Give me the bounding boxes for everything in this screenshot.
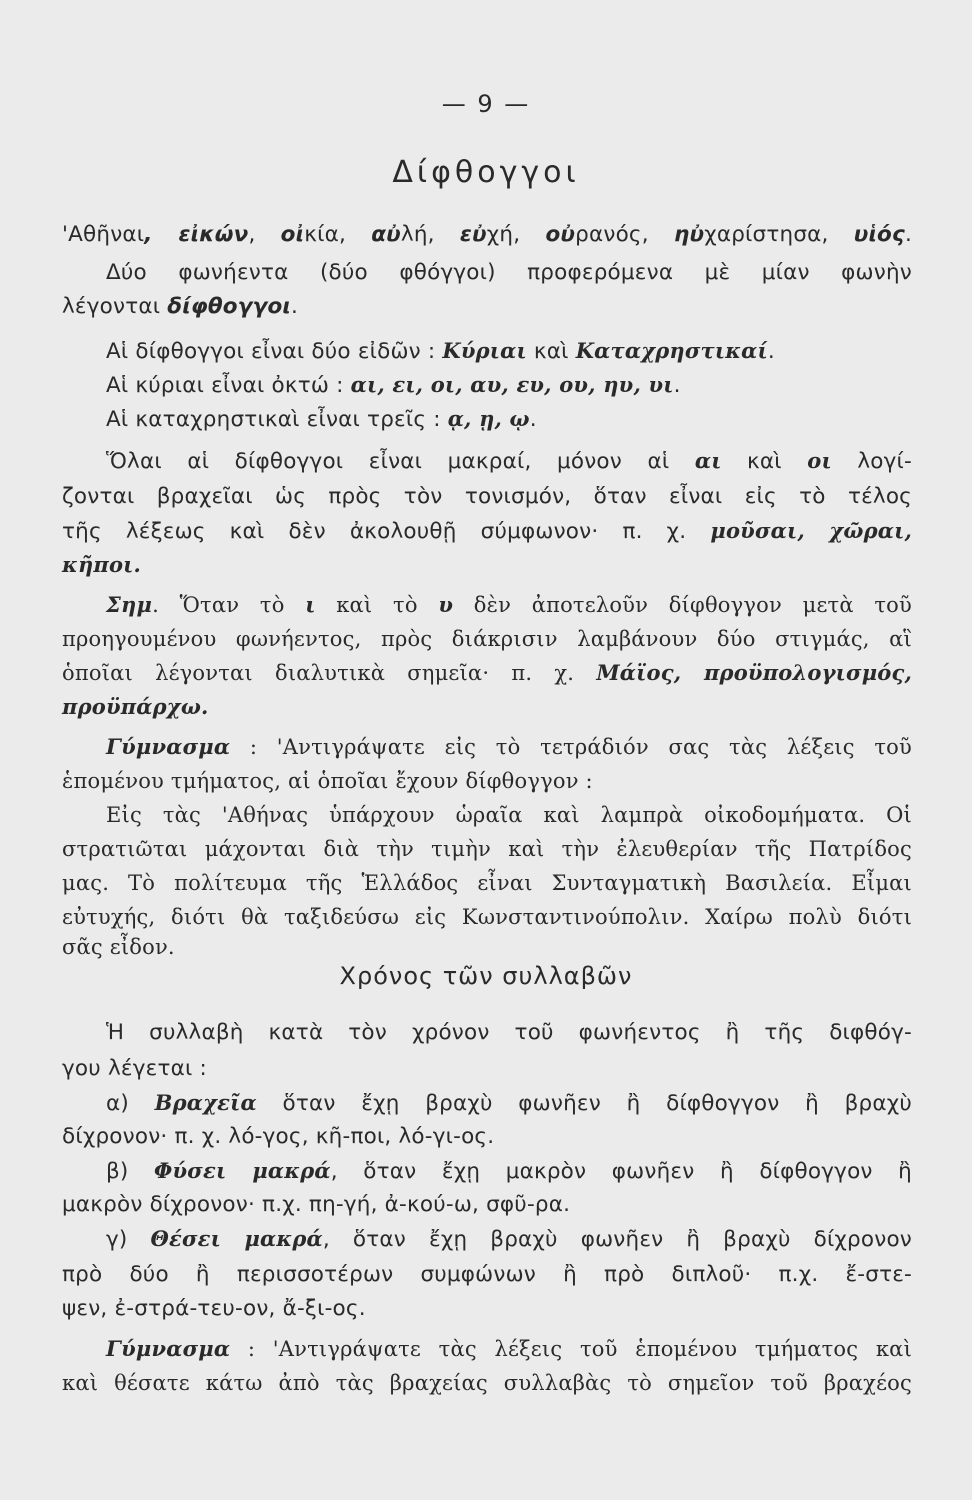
text-run: , xyxy=(144,222,179,247)
text-run: λογί- xyxy=(831,449,912,474)
paragraph-line: καὶ θέσατε κάτω ἀπὸ τὰς βραχείας συλλαβὰς τὸ σημεῖον τοῦ βραχέος xyxy=(62,1371,912,1395)
text-run: ρανός, xyxy=(575,222,674,247)
paragraph-line xyxy=(106,446,912,477)
paragraph-line: Εἰς τὰς 'Αθήνας ὑπάρχουν ὡραῖα καὶ λαμπρὰ οἰκοδομήματα. Οἱ xyxy=(106,803,912,827)
text-run: : 'Αντιγράψατε εἰς τὸ τετράδιόν σας τὰς λέξεις τοῦ xyxy=(230,735,912,759)
text-run: χαρίστησα, xyxy=(704,222,854,247)
text-run: χή, xyxy=(486,222,546,247)
paragraph-line xyxy=(62,220,912,250)
paragraph-line xyxy=(106,404,912,435)
list-marker: α) xyxy=(106,1091,155,1116)
exercise-label: Γύμνασμα xyxy=(106,734,231,759)
text-run: . xyxy=(904,222,913,247)
text-run: Αἱ καταχρηστικαὶ εἶναι τρεῖς : xyxy=(106,407,448,432)
paragraph-line: πρὸ δύο ἢ περισσοτέρων συμφώνων ἢ πρὸ διπλοῦ· π.χ. ἔ-στε- xyxy=(62,1262,912,1287)
bold-term: αι, ει, οι, αυ, ευ, ου, ηυ, υι xyxy=(350,372,674,397)
bold-word: εὐ xyxy=(459,222,487,247)
paragraph-line: σᾶς εἶδον. xyxy=(62,935,175,959)
paragraph-line: δίχρονον· π. χ. λό-γος, κῆ-ποι, λό-γι-ος. xyxy=(62,1124,495,1149)
paragraph-line: προϋπάρχω. xyxy=(62,694,209,719)
paragraph-line xyxy=(106,1334,912,1364)
paragraph-line xyxy=(106,370,912,401)
bold-term: ᾳ, ῃ, ῳ xyxy=(447,406,530,431)
paragraph-line: μας. Τὸ πολίτευμα τῆς Ἑλλάδος εἶναι Συνταγματικὴ Βασιλεία. Εἶμαι xyxy=(62,871,912,895)
text-run: , ὅταν ἔχῃ μακρὸν φωνῆεν ἢ δίφθογγον ἢ xyxy=(330,1159,913,1184)
text-run: : 'Αντιγράψατε τὰς λέξεις τοῦ ἑπομένου τμήματος καὶ xyxy=(230,1337,912,1361)
paragraph-line xyxy=(106,732,912,762)
bold-term: Βραχεῖα xyxy=(154,1090,257,1115)
text-run: ὅταν ἔχῃ βραχὺ φωνῆεν ἢ δίφθογγον ἢ βραχὺ xyxy=(256,1091,912,1116)
paragraph-line: γου λέγεται : xyxy=(62,1056,207,1081)
bold-word: οὐ xyxy=(545,222,576,247)
bold-term: Φύσει μακρά xyxy=(154,1158,331,1183)
bold-term: δίφθογγοι xyxy=(167,294,292,319)
text-run: Ὅλαι αἱ δίφθογγοι εἶναι μακραί, μόνον αἱ xyxy=(106,449,695,474)
bold-word: ηὐ xyxy=(673,222,705,247)
paragraph-line xyxy=(62,292,912,322)
page-number: — 9 — xyxy=(441,90,531,118)
text-run: . xyxy=(291,294,299,319)
bold-term: Θέσει μακρά xyxy=(150,1226,323,1251)
section-heading-diphthongs: Δίφθογγοι xyxy=(392,155,580,190)
paragraph-line xyxy=(62,516,912,547)
text-run: λέγονται xyxy=(62,294,168,319)
bold-term: Κύριαι xyxy=(442,338,527,363)
text-run: 'Αθῆναι xyxy=(62,222,145,247)
text-run: . xyxy=(767,339,775,364)
text-run: . Ὅταν τὸ xyxy=(152,593,306,617)
paragraph-line: κῆποι. xyxy=(62,552,142,577)
paragraph-line xyxy=(106,1156,912,1187)
bold-term: μοῦσαι, χῶραι, xyxy=(710,518,912,543)
paragraph-line: εὐτυχής, διότι θὰ ταξιδεύσω εἰς Κωνσταντινούπολιν. Χαίρω πολὺ διότι xyxy=(62,905,912,929)
paragraph-line xyxy=(106,1224,912,1255)
paragraph-line xyxy=(106,336,912,367)
exercise-label: Γύμνασμα xyxy=(106,1336,231,1361)
paragraph-line: προηγουμένου φωνήεντος, πρὸς διάκρισιν λαμβάνουν δύο στιγμάς, αἳ xyxy=(62,627,912,651)
paragraph-line: στρατιῶται μάχονται διὰ τὴν τιμὴν καὶ τὴν ἐλευθερίαν τῆς Πατρίδος xyxy=(62,837,912,861)
bold-word: υἱός xyxy=(853,222,905,247)
bold-term: υ xyxy=(438,592,454,617)
bold-term: Μάϊος, προϋπολογισμός, xyxy=(596,660,912,685)
paragraph-line: ἑπομένου τμήματος, αἱ ὁποῖαι ἔχουν δίφθογγον : xyxy=(62,769,593,793)
paragraph-line xyxy=(106,1088,912,1119)
text-run: Αἱ δίφθογγοι εἶναι δύο εἰδῶν : xyxy=(106,339,443,364)
bold-term: αι xyxy=(694,448,722,473)
bold-word: εἰκών xyxy=(178,222,249,247)
paragraph-line: μακρὸν δίχρονον· π.χ. πη-γή, ἀ-κού-ω, σφῦ-ρα. xyxy=(62,1192,571,1217)
bold-word: οἰ xyxy=(280,222,305,247)
paragraph-line xyxy=(106,590,912,620)
paragraph-line: ζονται βραχεῖαι ὡς πρὸς τὸν τονισμόν, ὅταν εἶναι εἰς τὸ τέλος xyxy=(62,484,912,509)
list-marker: β) xyxy=(106,1159,155,1184)
text-run: καὶ xyxy=(721,449,808,474)
note-label: Σημ xyxy=(106,592,153,617)
paragraph-line: Ἡ συλλαβὴ κατὰ τὸν χρόνον τοῦ φωνήεντος ἢ τῆς διφθόγ- xyxy=(106,1020,912,1045)
list-marker: γ) xyxy=(106,1227,151,1252)
paragraph-line: ψεν, ἐ-στρά-τευ-ον, ἄ-ξι-ος. xyxy=(62,1296,366,1321)
text-run: καὶ xyxy=(526,339,576,364)
text-run: ὁποῖαι λέγονται διαλυτικὰ σημεῖα· π. χ. xyxy=(62,661,597,685)
bold-term: Καταχρηστικαί xyxy=(575,338,768,363)
bold-word: αὐ xyxy=(371,222,401,247)
paragraph-line: Δύο φωνήεντα (δύο φθόγγοι) προφερόμενα μὲ μίαν φωνὴν xyxy=(106,260,912,285)
text-run: , ὅταν ἔχῃ βραχὺ φωνῆεν ἢ βραχὺ δίχρονον xyxy=(322,1227,913,1252)
bold-term: ι xyxy=(305,592,316,617)
text-run: λή, xyxy=(400,222,460,247)
text-run: τῆς λέξεως καὶ δὲν ἀκολουθῇ σύμφωνον· π. χ. xyxy=(62,519,711,544)
text-run: κία, xyxy=(304,222,372,247)
text-run: Αἱ κύριαι εἶναι ὀκτώ : xyxy=(106,373,351,398)
text-run: . xyxy=(529,407,537,432)
text-run: . xyxy=(673,373,681,398)
paragraph-line xyxy=(62,658,912,688)
text-run: καὶ τὸ xyxy=(315,593,439,617)
section-heading-syllable-length: Χρόνος τῶν συλλαβῶν xyxy=(339,962,633,990)
text-run: , xyxy=(248,222,281,247)
bold-term: οι xyxy=(807,448,832,473)
text-run: δὲν ἀποτελοῦν δίφθογγον μετὰ τοῦ xyxy=(453,593,912,617)
